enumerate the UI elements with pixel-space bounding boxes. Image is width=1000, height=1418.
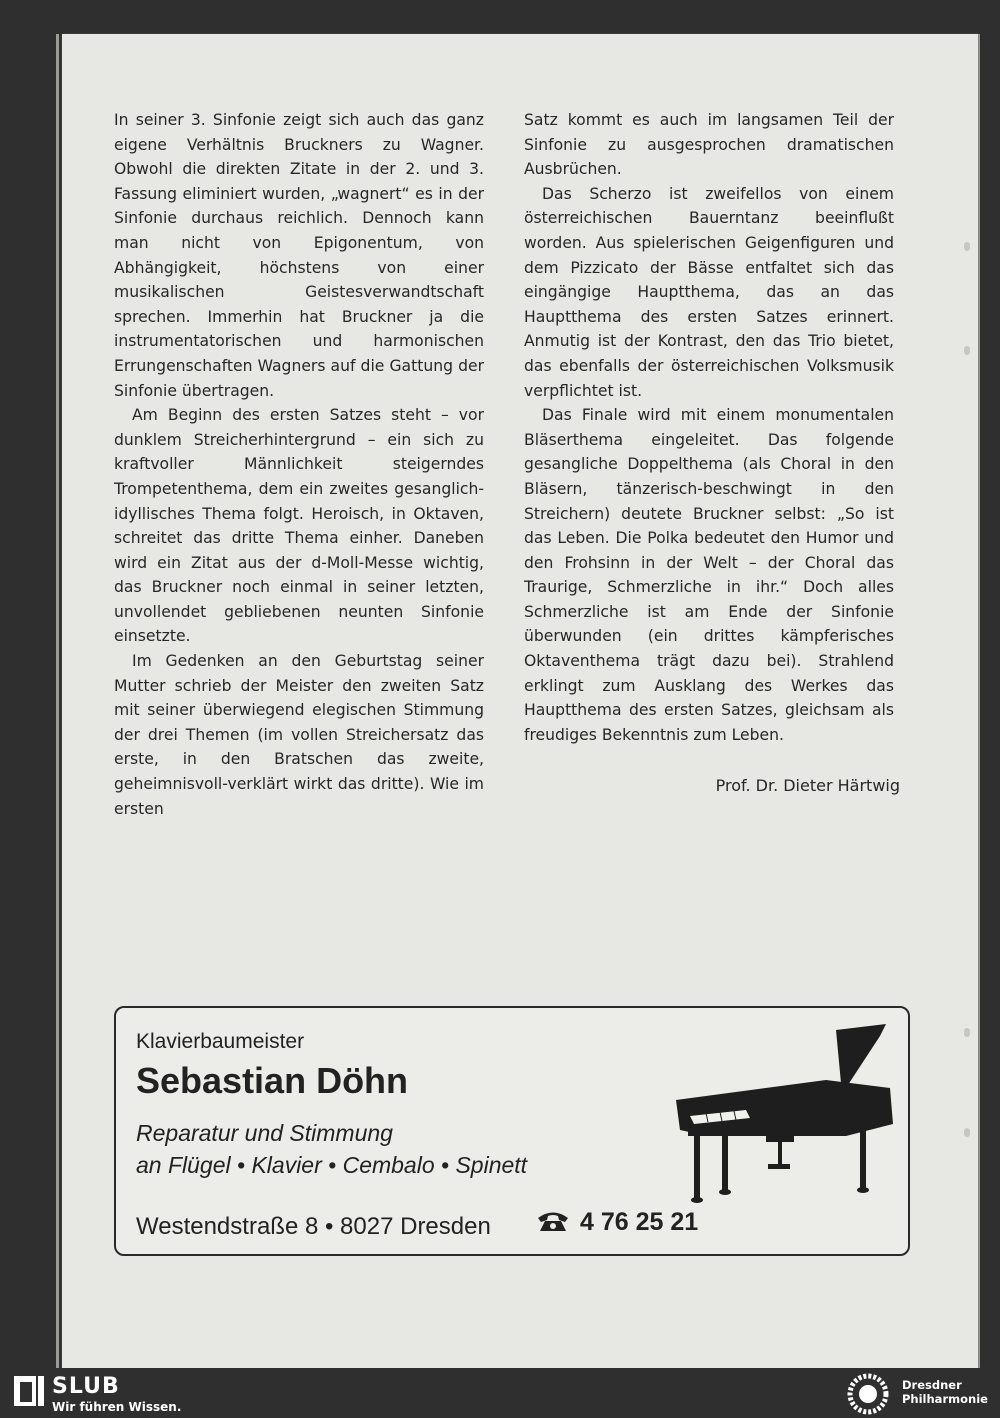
ad-subtitle: Klavierbaumeister [136, 1030, 305, 1053]
punch-mark [964, 1128, 970, 1137]
page-edge-right [978, 34, 980, 1368]
advertisement-box [114, 1006, 910, 1256]
partner-name-line: Dresdner [902, 1378, 962, 1392]
partner-name [902, 1378, 988, 1406]
paragraph: Im Gedenken an den Geburtstag seiner Mutter schrieb der Meister den zweiten Satz mit seiner überwiegend elegischen Stimmung der drei Themen (im vollen Streichersatz das erste, in den Bratschen das zweite, geheimnisvoll-verklärt wirkt das dritte). Wie im ersten [114, 652, 484, 818]
telephone-icon [536, 1209, 570, 1237]
slub-name: SLUB [52, 1374, 120, 1399]
punch-mark [964, 242, 970, 251]
ad-address: Westendstraße 8 • 8027 Dresden [136, 1213, 491, 1240]
paragraph: Das Finale wird mit einem monumentalen Bläserthema eingeleitet. Das folgende gesangliche Doppelthema (als Choral in den Bläsern, tänzerisch-beschwingt in den Streichern) deutete Bruckner selbst: „So ist das Leben. Die Polka bedeutet den Humor und den Frohsinn in der Welt – der Choral das Traurige, Schmerzliche in ihr.“ Doch alles Schmerzliche ist am Ende der Sinfonie überwunden (ein drittes kämpferisches Oktaventhema trägt dazu bei). Strahlend erklingt zum Ausklang des Werkes das Hauptthema des ersten Satzes, gleichsam als freudiges Bekenntnis zum Leben. [524, 406, 894, 744]
ad-service-line: an Flügel • Klavier • Cembalo • Spinett [136, 1152, 528, 1178]
dresdner-philharmonie-logo-icon [842, 1373, 894, 1415]
page-edge-left [56, 34, 59, 1368]
punch-mark [964, 1028, 970, 1037]
paragraph: Am Beginn des ersten Satzes steht – vor dunklem Streicherhintergrund – ein sich zu kraftvoller Männlichkeit steigerndes Trompetenthema, dem ein zweites gesanglich-idyllisches Thema folgt. Heroisch, in Oktaven, schreitet das dritte Thema einher. Daneben wird ein Zitat aus der d-Moll-Messe wichtig, das Bruckner noch einmal in seiner letzten, unvollendet gebliebenen neunten Sinfonie einsetzte. [114, 406, 484, 646]
scanned-page [62, 34, 978, 1368]
paragraph: In seiner 3. Sinfonie zeigt sich auch das ganz eigene Verhältnis Bruckners zu Wagner. Obwohl die direkten Zitate in der 2. und 3. Fassung eliminiert wurden, „wagnert“ es in der Sinfonie durchaus reichlich. Dennoch kann man nicht von Epigonentum, von Abhängigkeit, höchstens von einer musikalischen Geistesverwandtschaft sprechen. Immerhin hat Bruckner ja die instrumentatorischen und harmonischen Errungenschaften Wagners auf die Gattung der Sinfonie übertragen. [114, 111, 484, 400]
ad-business-name: Sebastian Döhn [136, 1060, 409, 1101]
author-signature: Prof. Dr. Dieter Härtwig [715, 776, 900, 795]
article-left-column [114, 108, 484, 821]
partner-name-line: Philharmonie [902, 1392, 988, 1406]
punch-mark [964, 346, 970, 355]
grand-piano-illustration [676, 1022, 901, 1222]
article-right-column [524, 108, 894, 747]
paragraph: Das Scherzo ist zweifellos von einem österreichischen Bauerntanz beeinflußt worden. Aus spielerischen Geigenfiguren und dem Pizzicato der Bässe entfaltet sich das eingängige Hauptthema, das an das Hauptthema des ersten Satzes erinnert. Anmutig ist der Kontrast, den das Trio bietet, das ebenfalls der österreichischen Volksmusik verpflichtet ist. [524, 184, 894, 400]
paragraph: Satz kommt es auch im langsamen Teil der Sinfonie zu ausgesprochen dramatischen Ausbrüchen. [524, 111, 894, 179]
ad-phone-block [536, 1208, 698, 1237]
viewer-footer [0, 1368, 1000, 1418]
ad-service-line: Reparatur und Stimmung [136, 1120, 393, 1146]
ad-phone-number: 4 76 25 21 [580, 1208, 699, 1236]
slub-tagline: Wir führen Wissen. [52, 1400, 182, 1414]
slub-logo-icon [14, 1376, 44, 1406]
